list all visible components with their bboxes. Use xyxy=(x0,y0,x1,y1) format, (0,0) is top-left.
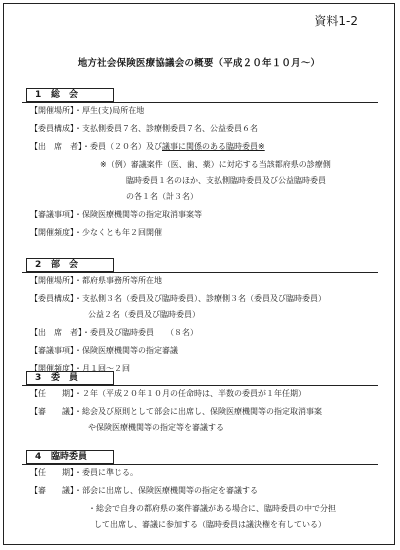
section-2-line-3: 公益２名（委員及び臨時委員） xyxy=(88,310,200,319)
section-3-heading xyxy=(26,371,114,385)
section-divider xyxy=(22,102,378,103)
emphasized-text: 議事に関係のある臨時委員※ xyxy=(162,142,265,151)
document-page xyxy=(3,3,395,545)
section-3-line-3: や保険医療機関等の指定等を審議する xyxy=(88,423,224,432)
section-divider xyxy=(22,385,378,386)
section-title: 委 員 xyxy=(51,373,79,383)
section-number: 3 xyxy=(35,373,42,383)
section-2-line-4: 【出 席 者】・委員及び臨時委員 （８名） xyxy=(30,328,198,337)
section-number: 4 xyxy=(35,452,42,462)
section-4-line-3: ・総会で自身の都府県の案件審議がある場合に、臨時委員の中で分担 xyxy=(88,504,336,513)
section-1-line-5: 【開催頻度】・少なくとも年２回開催 xyxy=(30,228,162,237)
section-1-note-2: 臨時委員１名のほか、支払側臨時委員及び公益臨時委員 xyxy=(126,176,326,185)
section-2-line-6: 【開催頻度】・月１回～２回 xyxy=(30,364,130,373)
section-1-line-4: 【審議事項】・保険医療機関等の指定取消事案等 xyxy=(30,210,202,219)
section-4-line-4: して出席し、審議に参加する（臨時委員は議決権を有している） xyxy=(94,520,326,529)
reference-label: 資料1-2 xyxy=(314,14,358,28)
section-1-line-1: 【開催場所】・厚生(支)局所在地 xyxy=(30,106,145,115)
section-3-line-1: 【任 期】・２年（平成２０年１０月の任命時は、半数の委員が１年任期） xyxy=(30,389,306,398)
section-4-heading xyxy=(26,450,114,464)
section-title: 総 会 xyxy=(51,90,79,100)
section-2-heading xyxy=(26,258,114,272)
section-number: 2 xyxy=(35,260,42,270)
section-1-note-3: の各１名（計３名） xyxy=(126,192,198,201)
section-1-line-3: 【出 席 者】・委員（２０名）及び議事に関係のある臨時委員※ xyxy=(30,142,265,151)
section-divider xyxy=(22,464,378,465)
section-title: 臨時委員 xyxy=(51,452,88,462)
section-3-line-2: 【審 議】・総会及び原則として部会に出席し、保険医療機関等の指定取消事案 xyxy=(30,407,322,416)
section-divider xyxy=(22,272,378,273)
section-2-line-5: 【審議事項】・保険医療機関等の指定審議 xyxy=(30,346,178,355)
section-number: 1 xyxy=(35,90,42,100)
document-title: 地方社会保険医療協議会の概要（平成２０年１０月～） xyxy=(77,58,321,69)
section-4-line-1: 【任 期】・委員に準じる。 xyxy=(30,468,138,477)
section-1-note-1: ※（例）審議案件（医、歯、薬）に対応する当該都府県の診療側 xyxy=(100,160,331,169)
section-1-line-2: 【委員構成】・支払側委員７名、診療側委員７名、公益委員６名 xyxy=(30,124,258,133)
section-2-line-1: 【開催場所】・都府県事務所等所在地 xyxy=(30,276,162,285)
section-1-heading xyxy=(26,88,114,102)
section-4-line-2: 【審 議】・部会に出席し、保険医療機関等の指定を審議する xyxy=(30,486,258,495)
section-title: 部 会 xyxy=(51,260,79,270)
section-2-line-2: 【委員構成】・支払側３名（委員及び臨時委員）、診療側３名（委員及び臨時委員） xyxy=(30,294,326,303)
